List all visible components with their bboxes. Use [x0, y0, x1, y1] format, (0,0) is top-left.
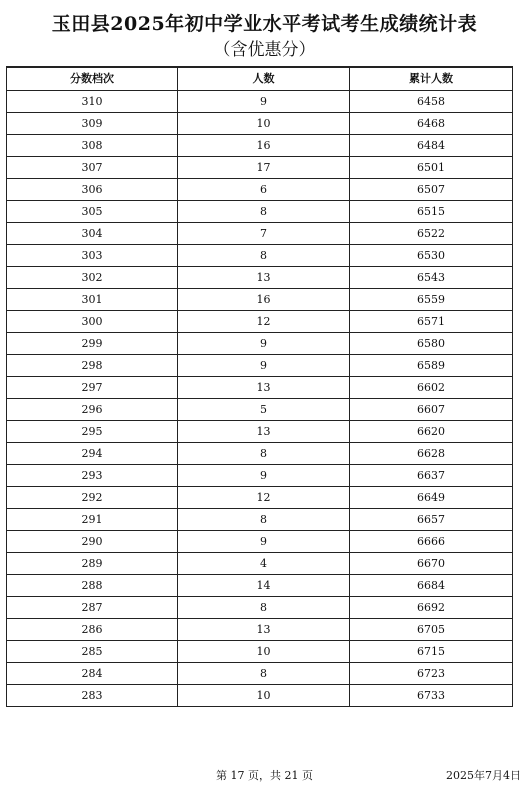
cell-score: 292: [7, 487, 178, 509]
cell-score: 303: [7, 245, 178, 267]
cell-count: 8: [178, 663, 350, 685]
cell-count: 12: [178, 311, 350, 333]
cell-count: 5: [178, 399, 350, 421]
table-row: [7, 91, 513, 113]
cell-count: 9: [178, 531, 350, 553]
cell-score: 296: [7, 399, 178, 421]
cell-cumulative: 6715: [350, 641, 513, 663]
cell-cumulative: 6602: [350, 377, 513, 399]
page-subtitle: （含优惠分）: [213, 40, 316, 60]
table-row: [7, 267, 513, 289]
cell-score: 308: [7, 135, 178, 157]
table-row: [7, 113, 513, 135]
column-header-score-band: 分数档次: [7, 67, 178, 91]
cell-cumulative: 6657: [350, 509, 513, 531]
cell-score: 291: [7, 509, 178, 531]
cell-cumulative: 6628: [350, 443, 513, 465]
cell-score: 290: [7, 531, 178, 553]
cell-score: 305: [7, 201, 178, 223]
table-row: [7, 509, 513, 531]
cell-count: 17: [178, 157, 350, 179]
cell-cumulative: 6530: [350, 245, 513, 267]
table-row: [7, 333, 513, 355]
table-row: [7, 399, 513, 421]
cell-count: 8: [178, 597, 350, 619]
cell-cumulative: 6723: [350, 663, 513, 685]
cell-score: 301: [7, 289, 178, 311]
cell-score: 309: [7, 113, 178, 135]
table-row: [7, 355, 513, 377]
page-title: 玉田县2025年初中学业水平考试考生成绩统计表: [51, 13, 478, 35]
cell-count: 9: [178, 355, 350, 377]
cell-count: 10: [178, 641, 350, 663]
cell-cumulative: 6484: [350, 135, 513, 157]
table-row: [7, 201, 513, 223]
table-row: [7, 245, 513, 267]
cell-score: 310: [7, 91, 178, 113]
cell-cumulative: 6705: [350, 619, 513, 641]
print-date: 2025年7月4日: [446, 769, 521, 782]
cell-cumulative: 6607: [350, 399, 513, 421]
cell-cumulative: 6670: [350, 553, 513, 575]
cell-cumulative: 6507: [350, 179, 513, 201]
cell-score: 288: [7, 575, 178, 597]
cell-cumulative: 6649: [350, 487, 513, 509]
cell-count: 9: [178, 333, 350, 355]
table-row: [7, 685, 513, 707]
cell-count: 8: [178, 443, 350, 465]
table-row: [7, 487, 513, 509]
cell-count: 8: [178, 245, 350, 267]
cell-cumulative: 6458: [350, 91, 513, 113]
cell-count: 12: [178, 487, 350, 509]
cell-count: 6: [178, 179, 350, 201]
cell-cumulative: 6559: [350, 289, 513, 311]
cell-count: 13: [178, 267, 350, 289]
cell-score: 285: [7, 641, 178, 663]
cell-score: 287: [7, 597, 178, 619]
cell-count: 10: [178, 685, 350, 707]
table-row: [7, 179, 513, 201]
cell-cumulative: 6543: [350, 267, 513, 289]
cell-score: 300: [7, 311, 178, 333]
table-body: [7, 91, 513, 707]
cell-cumulative: 6666: [350, 531, 513, 553]
table-row: [7, 531, 513, 553]
table-row: [7, 553, 513, 575]
cell-count: 13: [178, 619, 350, 641]
cell-cumulative: 6620: [350, 421, 513, 443]
cell-count: 4: [178, 553, 350, 575]
cell-cumulative: 6637: [350, 465, 513, 487]
cell-score: 286: [7, 619, 178, 641]
table-row: [7, 465, 513, 487]
table-row: [7, 641, 513, 663]
cell-cumulative: 6468: [350, 113, 513, 135]
cell-cumulative: 6733: [350, 685, 513, 707]
table-row: [7, 597, 513, 619]
cell-count: 10: [178, 113, 350, 135]
table-row: [7, 157, 513, 179]
table-row: [7, 443, 513, 465]
cell-count: 16: [178, 135, 350, 157]
cell-cumulative: 6501: [350, 157, 513, 179]
column-header-count: 人数: [178, 67, 350, 91]
cell-count: 13: [178, 421, 350, 443]
cell-score: 306: [7, 179, 178, 201]
cell-cumulative: 6515: [350, 201, 513, 223]
cell-count: 13: [178, 377, 350, 399]
table-header-row: [7, 67, 513, 91]
cell-cumulative: 6589: [350, 355, 513, 377]
cell-score: 295: [7, 421, 178, 443]
score-statistics-table: [6, 66, 513, 707]
cell-count: 9: [178, 91, 350, 113]
cell-cumulative: 6692: [350, 597, 513, 619]
page-number: 第 17 页，共 21 页: [216, 769, 313, 782]
cell-score: 298: [7, 355, 178, 377]
table-row: [7, 663, 513, 685]
cell-score: 297: [7, 377, 178, 399]
cell-cumulative: 6684: [350, 575, 513, 597]
cell-count: 8: [178, 201, 350, 223]
cell-cumulative: 6571: [350, 311, 513, 333]
cell-score: 289: [7, 553, 178, 575]
cell-cumulative: 6522: [350, 223, 513, 245]
cell-score: 304: [7, 223, 178, 245]
table-row: [7, 311, 513, 333]
cell-cumulative: 6580: [350, 333, 513, 355]
cell-count: 16: [178, 289, 350, 311]
cell-score: 283: [7, 685, 178, 707]
cell-score: 299: [7, 333, 178, 355]
cell-count: 7: [178, 223, 350, 245]
cell-count: 9: [178, 465, 350, 487]
table-row: [7, 135, 513, 157]
table-row: [7, 289, 513, 311]
cell-score: 293: [7, 465, 178, 487]
table-row: [7, 619, 513, 641]
cell-score: 294: [7, 443, 178, 465]
table-row: [7, 223, 513, 245]
table-row: [7, 377, 513, 399]
cell-count: 8: [178, 509, 350, 531]
table-row: [7, 575, 513, 597]
cell-score: 307: [7, 157, 178, 179]
column-header-cumulative: 累计人数: [350, 67, 513, 91]
cell-score: 302: [7, 267, 178, 289]
cell-score: 284: [7, 663, 178, 685]
cell-count: 14: [178, 575, 350, 597]
table-row: [7, 421, 513, 443]
